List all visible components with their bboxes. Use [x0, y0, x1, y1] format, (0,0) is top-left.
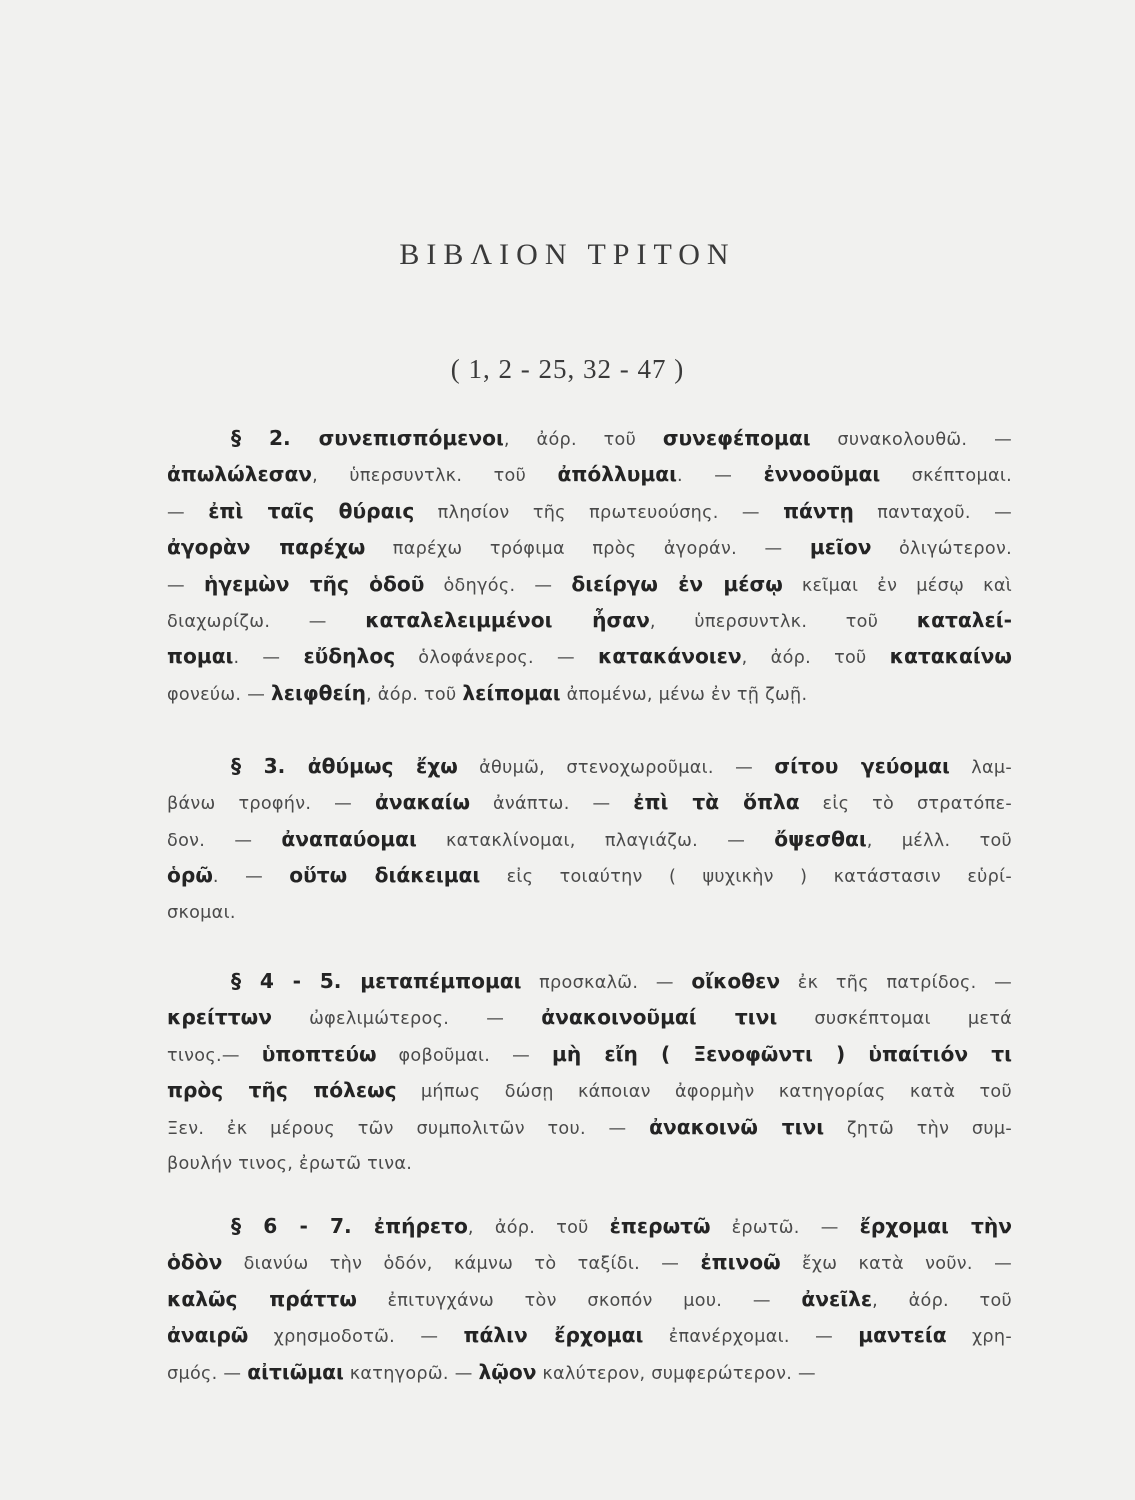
gloss-text: συσκέπτομαι μετά	[777, 1009, 1012, 1030]
headword: ἀπωλώλεσαν	[167, 462, 313, 487]
gloss-text: . —	[676, 466, 764, 487]
gloss-text: κατηγορῶ. —	[343, 1363, 479, 1384]
headword: καλῶς πράττω	[167, 1286, 357, 1311]
gloss-text: τινος.—	[167, 1045, 262, 1066]
text-line	[167, 638, 1012, 674]
gloss-text: ἀθυμῶ, στενοχωροῦμαι. —	[457, 758, 775, 778]
gloss-text: —	[167, 502, 209, 523]
headword: οἴκοθεν	[691, 969, 781, 993]
gloss-text: βουλήν τινος, ἐρωτῶ τινα.	[167, 1153, 413, 1174]
text-line	[167, 675, 1012, 711]
headword: ἀπόλλυμαι	[557, 462, 677, 487]
gloss-text: φονεύω. —	[167, 684, 271, 705]
text-line	[167, 963, 1012, 999]
gloss-text: εἰς τὸ στρατόπε-	[799, 794, 1012, 815]
headword: § 3. ἀθύμως ἔχω	[231, 754, 458, 778]
headword: σίτου γεύομαι	[774, 754, 950, 778]
gloss-text: προσκαλῶ. —	[521, 973, 692, 993]
text-line	[167, 1145, 1012, 1181]
gloss-text: παρέχω τρόφιμα πρὸς ἀγοράν. —	[365, 539, 810, 560]
text-line	[167, 821, 1012, 857]
gloss-text: ἔχω κατὰ νοῦν. —	[780, 1254, 1012, 1275]
headword: ἀναιρῶ	[167, 1323, 249, 1348]
headword: λείπομαι	[462, 680, 561, 705]
headword: ἐπὶ ταῖς θύραις	[208, 498, 415, 523]
headword: ἐπερωτῶ	[609, 1214, 711, 1238]
gloss-text: σμός. —	[167, 1363, 248, 1384]
gloss-text: συνακολουθῶ. —	[810, 430, 1012, 450]
headword: ἡγεμὼν τῆς ὁδοῦ	[203, 571, 425, 596]
text-line	[167, 420, 1012, 456]
gloss-text: ἐρωτῶ. —	[710, 1218, 860, 1238]
headword: πρὸς τῆς πόλεως	[167, 1078, 397, 1103]
gloss-text: ὁλοφάνερος. —	[395, 648, 599, 669]
gloss-text: πανταχοῦ. —	[853, 502, 1012, 523]
gloss-text: , ἀόρ. τοῦ	[366, 684, 463, 705]
headword: ἐπὶ τὰ ὅπλα	[633, 790, 800, 815]
gloss-text: , ὑπερσυντλκ. τοῦ	[649, 611, 917, 632]
gloss-text: κατακλίνομαι, πλαγιάζω. —	[416, 830, 775, 851]
text-line	[167, 602, 1012, 638]
headword: εὔδηλος	[303, 644, 396, 669]
gloss-text: ὠφελιμώτερος. —	[271, 1009, 542, 1030]
gloss-text: . —	[233, 648, 304, 669]
gloss-text: χρη-	[946, 1327, 1012, 1348]
headword: οὕτω διάκειμαι	[289, 863, 481, 888]
gloss-text: πλησίον τῆς πρωτευούσης. —	[414, 502, 784, 523]
headword: κρείττων	[167, 1005, 272, 1030]
gloss-text: . —	[212, 867, 290, 888]
section-4-5	[167, 963, 1012, 1181]
gloss-text: , ἀόρ. τοῦ	[467, 1218, 610, 1238]
page-title: ΒΙΒΛΙΟΝ ΤΡΙΤΟΝ	[399, 238, 736, 271]
headword: ἔρχομαι τὴν	[859, 1214, 1012, 1238]
gloss-text: βάνω τροφήν. —	[167, 794, 375, 815]
chapter-range: ( 1, 2 - 25, 32 - 47 )	[450, 354, 685, 384]
gloss-text: , ἀόρ. τοῦ	[503, 430, 663, 450]
headword: μὴ εἴη ( Ξενοφῶντι ) ὑπαίτιόν τι	[552, 1041, 1012, 1066]
section-6-7	[167, 1208, 1012, 1390]
gloss-text: , ἀόρ. τοῦ	[872, 1290, 1012, 1311]
headword: § 4 - 5. μεταπέμπομαι	[231, 969, 522, 993]
gloss-text: διανύω τὴν ὁδόν, κάμνω τὸ ταξίδι. —	[222, 1254, 701, 1275]
text-line	[167, 1109, 1012, 1145]
headword: ὄψεσθαι	[774, 826, 867, 851]
gloss-text: , μέλλ. τοῦ	[866, 830, 1013, 851]
headword: ἐπινοῶ	[700, 1250, 781, 1275]
headword: συνεφέπομαι	[662, 426, 811, 450]
gloss-text: Ξεν. ἐκ μέρους τῶν συμπολιτῶν του. —	[167, 1118, 650, 1139]
headword: ἀγορὰν παρέχω	[167, 535, 366, 560]
gloss-text: φοβοῦμαι. —	[376, 1045, 553, 1066]
text-line	[167, 1208, 1012, 1244]
gloss-text: λαμ-	[949, 758, 1013, 778]
headword: § 2. συνεπισπόμενοι	[231, 426, 504, 450]
gloss-text: εἰς τοιαύτην ( ψυχικὴν ) κατάστασιν εὑρί-	[480, 867, 1012, 888]
gloss-text: κεῖμαι ἐν μέσῳ καὶ	[782, 575, 1012, 596]
gloss-text: σκέπτομαι.	[880, 466, 1012, 487]
gloss-text: ζητῶ τὴν συμ-	[824, 1118, 1012, 1139]
headword: πάντῃ	[783, 498, 854, 523]
headword: κατακάνοιεν	[598, 644, 742, 669]
headword: ὁρῶ	[167, 863, 213, 888]
headword: μαντεία	[858, 1323, 947, 1348]
headword: λειφθείη	[271, 680, 367, 705]
headword: διείργω ἐν μέσῳ	[571, 571, 783, 596]
text-line	[167, 1244, 1012, 1280]
gloss-text: ὁδηγός. —	[424, 575, 572, 596]
gloss-text: δον. —	[167, 830, 282, 851]
headword: λῷον	[478, 1359, 537, 1384]
headword: πομαι	[167, 644, 234, 669]
gloss-text: , ἀόρ. τοῦ	[741, 648, 890, 669]
gloss-text: , ὑπερσυντλκ. τοῦ	[312, 466, 558, 487]
headword: ἐννοοῦμαι	[763, 462, 881, 487]
text-line	[167, 857, 1012, 893]
headword: ἀνακοινοῦμαί τινι	[541, 1005, 778, 1030]
headword: ἀνεῖλε	[801, 1286, 873, 1311]
headword: ἀνακαίω	[374, 790, 471, 815]
headword: αἰτιῶμαι	[247, 1359, 344, 1384]
gloss-text: ἐκ τῆς πατρίδος. —	[780, 973, 1012, 993]
text-line	[167, 456, 1012, 492]
text-line	[167, 1317, 1012, 1353]
gloss-text: καλύτερον, συμφερώτερον. —	[536, 1363, 816, 1384]
gloss-text: χρησμοδοτῶ. —	[248, 1327, 464, 1348]
gloss-text: διαχωρίζω. —	[167, 611, 366, 632]
text-line	[167, 1036, 1012, 1072]
section-3	[167, 748, 1012, 930]
text-line	[167, 784, 1012, 820]
text-line	[167, 529, 1012, 565]
gloss-text: ἐπιτυγχάνω τὸν σκοπόν μου. —	[356, 1290, 802, 1311]
gloss-text: σκομαι.	[167, 902, 236, 923]
text-line	[167, 493, 1012, 529]
gloss-text: ἐπανέρχομαι. —	[643, 1327, 859, 1348]
text-line	[167, 894, 1012, 930]
headword: καταλελειμμένοι ἦσαν	[365, 607, 650, 632]
text-line	[167, 999, 1012, 1035]
headword: ἀναπαύομαι	[281, 826, 417, 851]
gloss-text: —	[167, 575, 204, 596]
headword: καταλεί-	[916, 607, 1012, 632]
text-line	[167, 1281, 1012, 1317]
text-line	[167, 1354, 1012, 1390]
gloss-text: ἀνάπτω. —	[470, 794, 634, 815]
headword: πάλιν ἔρχομαι	[463, 1323, 644, 1348]
text-line	[167, 748, 1012, 784]
gloss-text: ὀλιγώτερον.	[871, 539, 1012, 560]
headword: ὑποπτεύω	[261, 1041, 377, 1066]
headword: μεῖον	[809, 535, 872, 560]
headword: ἀνακοινῶ τινι	[649, 1114, 825, 1139]
gloss-text: ἀπομένω, μένω ἐν τῇ ζωῇ.	[560, 684, 808, 705]
text-line	[167, 1072, 1012, 1108]
headword: § 6 - 7. ἐπήρετο	[231, 1214, 468, 1238]
headword: ὁδὸν	[167, 1250, 223, 1275]
section-2	[167, 420, 1012, 711]
headword: κατακαίνω	[889, 644, 1012, 669]
gloss-text: μήπως δώσῃ κάποιαν ἀφορμὴν κατηγορίας κατὰ τοῦ	[396, 1082, 1012, 1103]
text-line	[167, 566, 1012, 602]
